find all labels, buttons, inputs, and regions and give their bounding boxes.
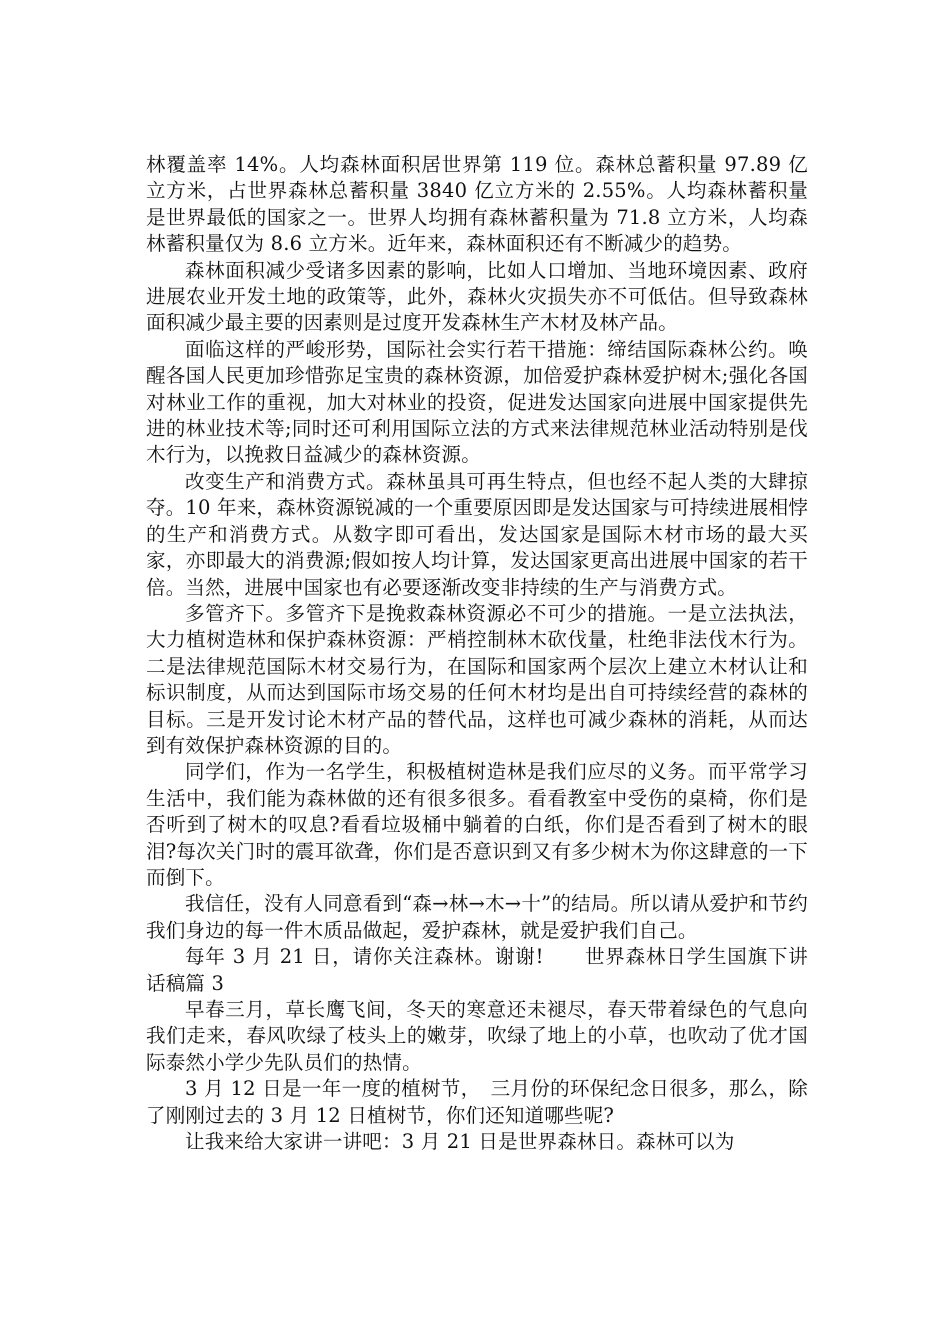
paragraph-9: 早春三月，草长鹰飞间，冬天的寒意还未褪尽，春天带着绿色的气息向我们走来，春风吹绿了枝头上的嫩芽，吹绿了地上的小草，也吹动了优才国际泰然小学少先队员们的热情。 [146, 998, 808, 1074]
paragraph-4: 改变生产和消费方式。森林虽具可再生特点，但也经不起人类的大肆掠夺。10 年来，森林资源锐减的一个重要原因即是发达国家与可持续进展相悖的生产和消费方式。从数字即可看出，发达国家是国际木材市场的最大买家，亦即最大的消费源;假如按人均计算，发达国家更高出进展中国家的若干倍。当然，进展中国家也有必要逐渐改变非持续的生产与消费方式。 [146, 469, 809, 599]
paragraph-11: 让我来给大家讲一讲吧：3 月 21 日是世界森林日。森林可以为 [185, 1130, 735, 1154]
paragraph-2: 森林面积减少受诸多因素的影响，比如人口增加、当地环境因素、政府进展农业开发土地的政策等，此外，森林火灾损失亦不可低估。但导致森林面积减少最主要的因素则是过度开发森林生产木材及林产品。 [146, 258, 808, 335]
paragraph-6: 同学们，作为一名学生，积极植树造林是我们应尽的义务。而平常学习生活中，我们能为森林做的还有很多很多。看看教室中受伤的桌椅，你们是否听到了树木的叹息?看看垃圾桶中躺着的白纸，你们是否看到了树木的眼泪?每次关门时的震耳欲聋，你们是否意识到又有多少树木为你这肆意的一下而倒下。 [146, 760, 808, 889]
paragraph-7: 我信任，没有人同意看到“森→林→木→十”的结局。所以请从爱护和节约我们身边的每一件木质品做起，爱护森林，就是爱护我们自己。 [146, 892, 808, 942]
paragraph-5: 多管齐下。多管齐下是挽救森林资源必不可少的措施。一是立法执法，大力植树造林和保护森林资源：严梢控制林木砍伐量，杜绝非法伐木行为。二是法律规范国际木材交易行为，在国际和国家两个层次上建立木材认让和标识制度，从而达到国际市场交易的任何木材均是出自可持续经营的森林的目标。三是开发讨论木材产品的替代品，这样也可减少森林的消耗，从而达到有效保护森林资源的目的。 [146, 601, 808, 757]
paragraph-8: 每年 3 月 21 日，请你关注森林。谢谢! 世界森林日学生国旗下讲话稿篇 3 [146, 945, 808, 995]
paragraph-3: 面临这样的严峻形势，国际社会实行若干措施：缔结国际森林公约。唤醒各国人民更加珍惜弥足宝贵的森林资源，加倍爱护森林爱护树木;强化各国对林业工作的重视，加大对林业的投资，促进发达国家向进展中国家提供先进的林业技术等;同时还可利用国际立法的方式来法律规范林业活动特别是伐木行为，以挽救日益减少的森林资源。 [146, 337, 808, 467]
document-body [146, 152, 808, 1155]
paragraph-1: 林覆盖率 14%。人均森林面积居世界第 119 位。森林总蓄积量 97.89 亿立方米，占世界森林总蓄积量 3840 亿立方米的 2.55%。人均森林蓄积量是世界最低的国家之一。世界人均拥有森林蓄积量为 71.8 立方米，人均森林蓄积量仅为 8.6 立方米。近年来，森林面积还有不断减少的趋势。 [146, 153, 808, 256]
paragraph-10: 3 月 12 日是一年一度的植树节， 三月份的环保纪念日很多，那么，除了刚刚过去的 3 月 12 日植树节，你们还知道哪些呢? [146, 1077, 808, 1127]
